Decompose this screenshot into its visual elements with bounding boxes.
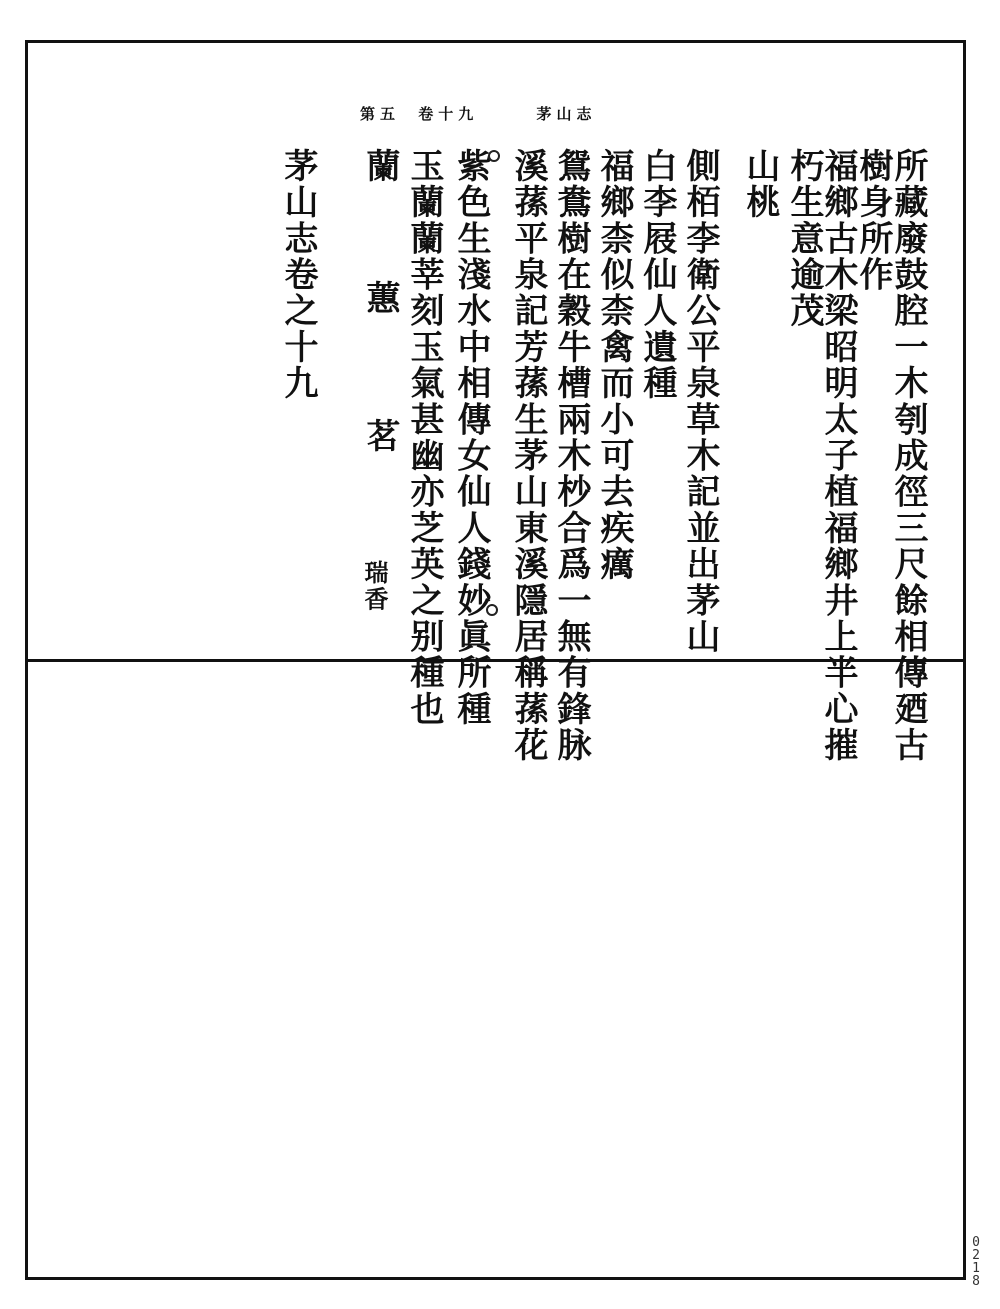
section-title-4: 瑞香	[360, 560, 389, 613]
text-column-8: 福鄉柰似柰禽而小可去疾癘	[594, 148, 634, 583]
section-marker-circle	[486, 604, 498, 616]
text-column-10: 溪蓀平泉記芳蓀生茅山東溪隱居稱蓀花	[508, 148, 548, 764]
running-header	[360, 104, 597, 124]
section-title-3: 茗	[360, 418, 400, 455]
text-column-7: 白李屐仙人遺種	[637, 148, 677, 402]
page-number-digit: 1	[972, 1261, 980, 1276]
text-column-9: 鴛鴦樹在穀牛槽兩木杪合爲一無有鋒脉	[551, 148, 591, 764]
page-number-digit: 8	[972, 1274, 980, 1289]
text-column-4: 朽生意逾茂	[784, 148, 824, 329]
section-title-1: 蘭	[360, 148, 400, 185]
text-column-1: 所藏廢鼓腔一木刳成徑三尺餘相傳廼古	[888, 148, 928, 764]
page-number-text	[970, 1236, 982, 1288]
text-column-2: 樹身所作	[853, 148, 893, 293]
page-number	[970, 1236, 982, 1288]
text-column-3: 福鄉古木梁昭明太子植福鄉井上半心摧	[818, 148, 858, 764]
page-number-digit: 0	[972, 1235, 980, 1250]
text-column-11: 紫色生淺水中相傳女仙人錢妙眞所種	[451, 148, 491, 728]
header-book: 茅山志	[536, 105, 597, 123]
page-number-digit: 2	[972, 1248, 980, 1263]
text-column-5: 山桃	[740, 148, 780, 221]
section-marker-circle	[488, 150, 500, 162]
volume-end: 茅山志卷之十九	[278, 148, 318, 402]
text-column-6: 側栢李衛公平泉草木記並出茅山	[680, 148, 720, 655]
section-title-2: 蕙	[360, 280, 400, 317]
header-volume: 卷十九	[418, 105, 479, 123]
header-page: 第五	[360, 105, 401, 123]
text-column-12: 玉蘭蘭莘刻玉氣甚幽亦芝英之别種也	[404, 148, 444, 728]
